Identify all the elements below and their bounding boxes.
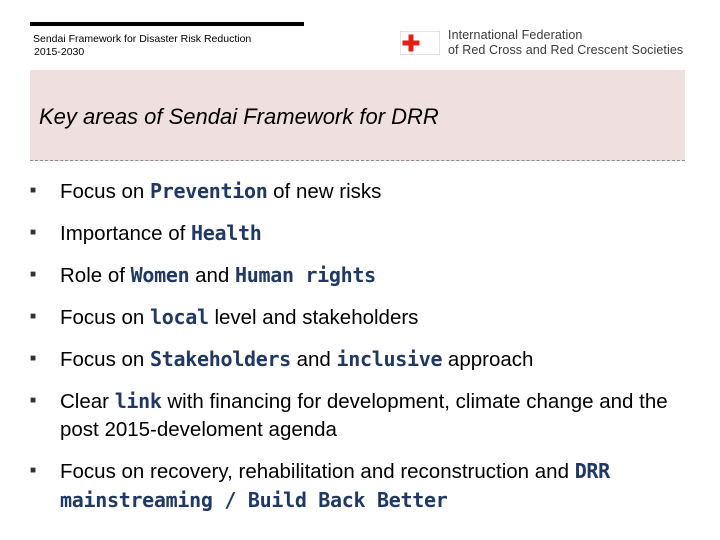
bullet-item — [30, 387, 700, 444]
bullet-item — [30, 219, 700, 248]
ifrc-logo — [400, 25, 683, 61]
bullet-text: Role of — [60, 264, 131, 287]
framework-header-line-2: 2015-2030 — [34, 46, 85, 58]
bullet-item — [30, 457, 700, 515]
bullet-emphasis: link — [114, 389, 162, 413]
bullet-marker-icon: ■ — [30, 395, 37, 406]
bullet-emphasis: local — [150, 305, 209, 329]
bullet-marker-icon: ■ — [30, 227, 37, 238]
framework-header — [33, 33, 251, 59]
bullet-item — [30, 177, 700, 206]
bullet-text: Focus on — [60, 306, 151, 329]
bullet-text: and — [189, 264, 235, 287]
bullet-text: and — [290, 348, 337, 371]
bullet-marker-icon: ■ — [30, 311, 37, 322]
framework-header-line-1: Sendai Framework for Disaster Risk Reduction — [33, 33, 252, 45]
ifrc-logo-text — [448, 28, 683, 58]
bullet-marker-icon: ■ — [30, 269, 37, 280]
bullet-text: with financing for development, climate change and the post 2015-develoment agenda — [60, 390, 668, 441]
bullet-text: Focus on — [60, 180, 151, 203]
bullet-emphasis: Prevention — [150, 179, 268, 203]
bullet-text: Importance of — [60, 222, 192, 245]
ifrc-logo-line-1: International Federation — [448, 28, 583, 42]
bullet-emphasis: Stakeholders — [150, 347, 291, 371]
title-band — [30, 70, 685, 161]
header-rule — [30, 22, 304, 26]
bullet-item — [30, 303, 700, 332]
bullet-text: level and stakeholders — [208, 306, 419, 329]
bullet-text: Focus on recovery, rehabilitation and reconstruction and — [60, 460, 575, 483]
bullet-text: approach — [442, 348, 534, 371]
bullet-text: of new risks — [267, 180, 382, 203]
bullet-marker-icon: ■ — [30, 353, 37, 364]
bullet-emphasis: inclusive — [336, 347, 443, 371]
bullet-emphasis: Women — [130, 263, 190, 287]
bullet-marker-icon: ■ — [30, 465, 37, 476]
bullet-emphasis: Health — [191, 221, 262, 245]
bullet-emphasis: Human rights — [234, 263, 376, 287]
slide-title: Key areas of Sendai Framework for DRR — [39, 104, 439, 129]
bullet-item — [30, 345, 700, 374]
bullet-item — [30, 261, 700, 290]
red-cross-red-crescent-icon — [400, 31, 440, 55]
bullet-marker-icon: ■ — [30, 185, 37, 196]
bullet-text: Clear — [60, 390, 115, 413]
key-areas-list — [30, 177, 700, 528]
ifrc-logo-line-2: of Red Cross and Red Crescent Societies — [448, 43, 684, 57]
bullet-text: Focus on — [60, 348, 151, 371]
bullet-emphasis: DRR mainstreaming / Build Back Better — [60, 459, 610, 512]
